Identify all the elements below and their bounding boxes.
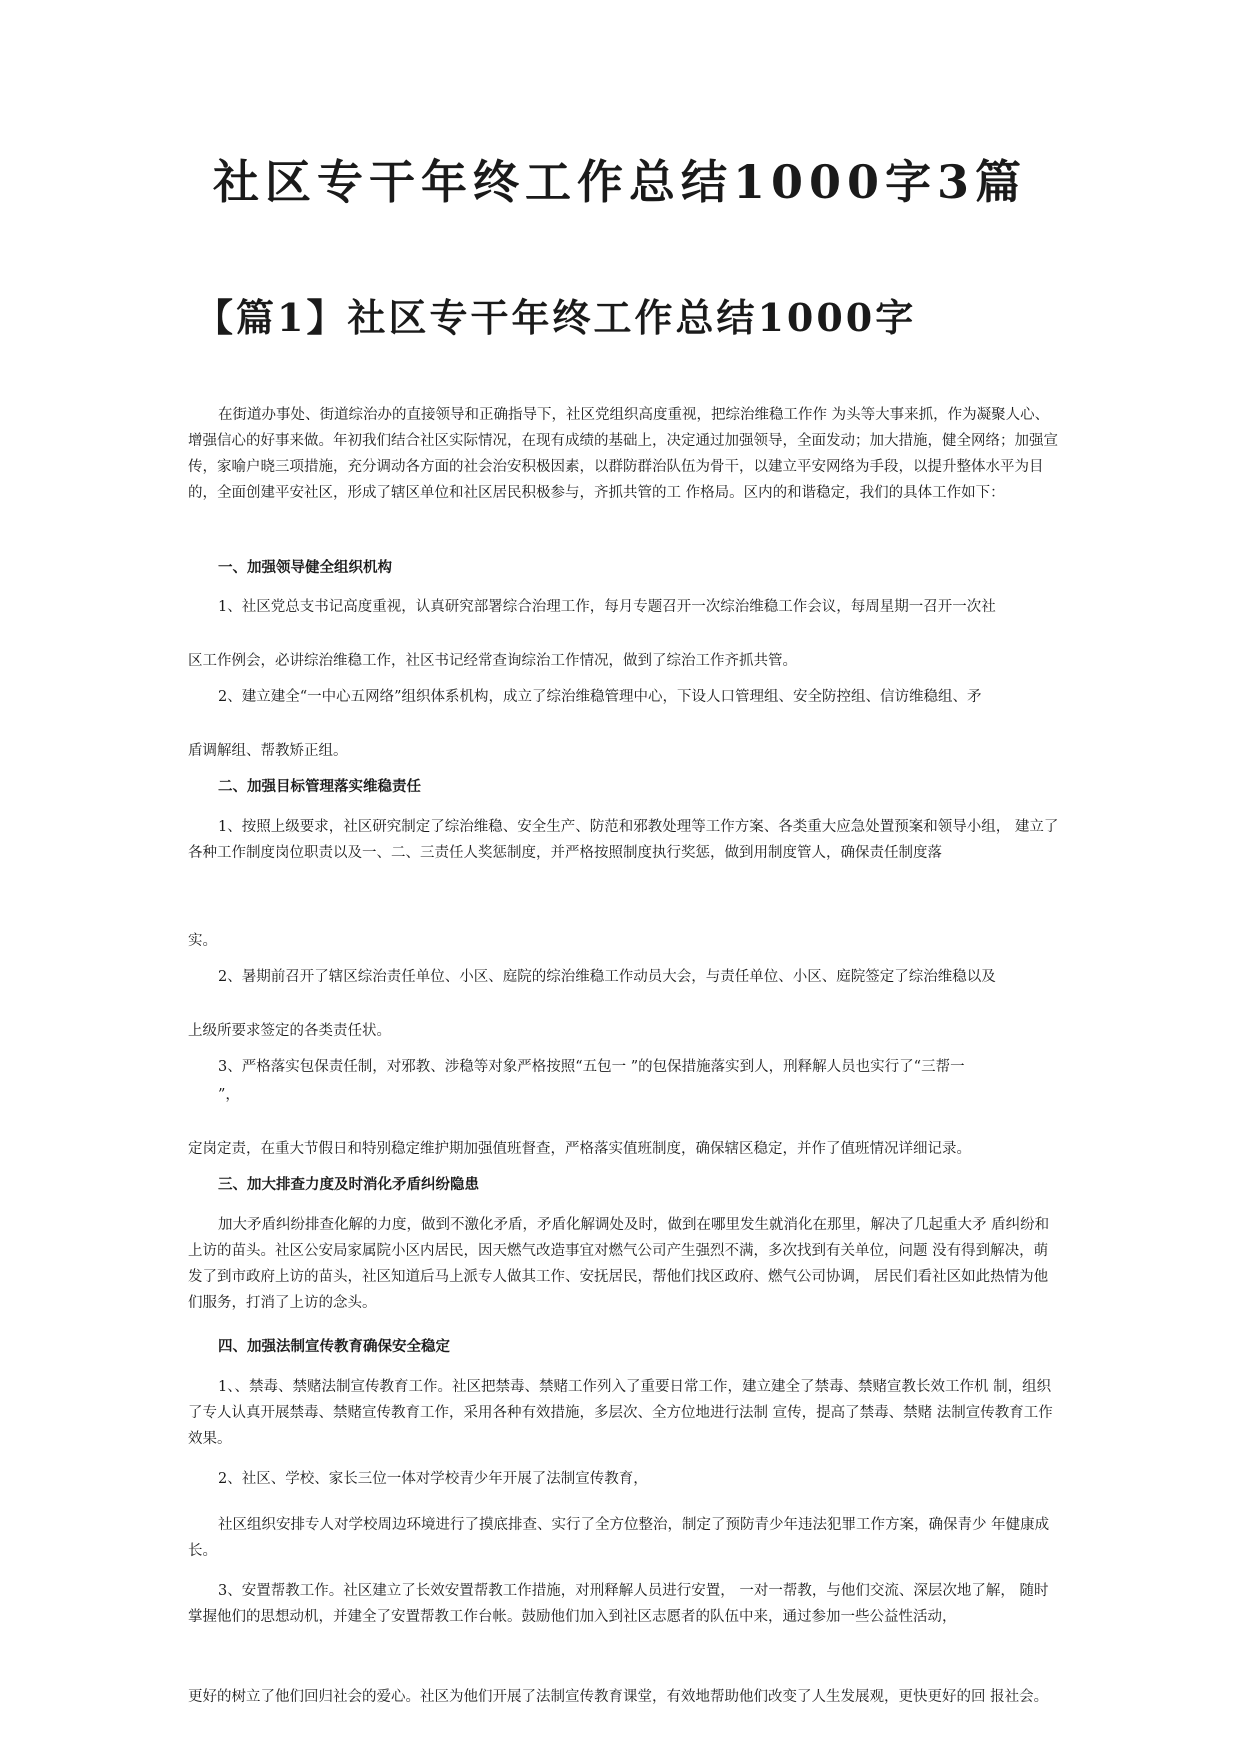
paragraph-5a: 3、严格落实包保责任制，对邪教、涉稳等对象严格按照“五包一 ”的包保措施落实到人，刑释解人员也实行了“三帮一 [218, 1059, 965, 1075]
intro-paragraph: 在街道办事处、街道综治办的直接领导和正确指导下，社区党组织高度重视，把综治维稳工作作 为头等大事来抓，作为凝聚人心、增强信心的好事来做。年初我们结合社区实际情况，在现有成绩的基础上，决定通过加强领导，全面发动；加大措施，健全网络；加强宣传，家喻户晓三项措施，充分调动各方面的社会治安积极因素，以群防群治队伍为骨干，以建立平安网络为手段，以提升整体水平为目的，全面创建平安社区，形成了辖区单位和社区居民积极参与，齐抓共管的工 作格局。区内的和谐稳定，我们的具体工作如下： [188, 407, 1058, 501]
paragraph-9: 社区组织安排专人对学校周边环境进行了摸底排查、实行了全方位整治，制定了预防青少年违法犯罪工作方案，确保青少 年健康成长。 [188, 1517, 1050, 1559]
paragraph-5a-tail: ”， [218, 1087, 240, 1103]
document-title: 社区专干年终工作总结1000字3篇 [212, 155, 1028, 209]
paragraph-8: 2、社区、学校、家长三位一体对学校青少年开展了法制宣传教育， [218, 1471, 648, 1487]
paragraph-10: 3、安置帮教工作。社区建立了长效安置帮教工作措施，对刑释解人员进行安置， 一对一帮教，与他们交流、深层次地了解， 随时掌握他们的思想动机，并建全了安置帮教工作台帐。鼓励他们加入到社区志愿者的队伍中来，通过参加一些公益性活动， [188, 1583, 1049, 1625]
paragraph-1b: 区工作例会，必讲综治维稳工作，社区书记经常查询综治工作情况，做到了综治工作齐抓共管。 [188, 653, 797, 669]
heading-1: 一、加强领导健全组织机构 [218, 559, 392, 576]
paragraph-11: 更好的树立了他们回归社会的爱心。社区为他们开展了法制宣传教育课堂，有效地帮助他们改变了人生发展观，更快更好的回 报社会。 [188, 1689, 1049, 1705]
paragraph-1a: 1、社区党总支书记高度重视，认真研究部署综合治理工作，每月专题召开一次综治维稳工作会议，每周星期一召开一次社 [218, 599, 996, 615]
section-title: 【篇1】社区专干年终工作总结1000字 [195, 295, 917, 340]
heading-3: 三、加大排查力度及时消化矛盾纠纷隐患 [218, 1176, 479, 1193]
paragraph-3b: 实。 [188, 933, 217, 949]
heading-2: 二、加强目标管理落实维稳责任 [218, 778, 421, 795]
paragraph-3a: 1、按照上级要求，社区研究制定了综治维稳、安全生产、防范和邪教处理等工作方案、各类重大应急处置预案和领导小组， 建立了各种工作制度岗位职责以及一、二、三责任人奖惩制度，并严格按照制度执行奖惩，做到用制度管人，确保责任制度落 [188, 819, 1059, 861]
heading-4: 四、加强法制宣传教育确保安全稳定 [218, 1338, 450, 1355]
paragraph-6: 加大矛盾纠纷排查化解的力度，做到不激化矛盾，矛盾化解调处及时，做到在哪里发生就消化在那里，解决了几起重大矛 盾纠纷和上访的苗头。社区公安局家属院小区内居民，因天燃气改造事宜对燃气公司产生强烈不满，多次找到有关单位，问题 没有得到解决，萌发了到市政府上访的苗头，社区知道后马上派专人做其工作、安抚居民，帮他们找区政府、燃气公司协调， 居民们看社区如此热情为他们服务，打消了上访的念头。 [188, 1217, 1050, 1311]
paragraph-2a: 2、建立建全“一中心五网络”组织体系机构，成立了综治维稳管理中心，下设人口管理组、安全防控组、信访维稳组、矛 [218, 689, 982, 705]
paragraph-2b: 盾调解组、帮教矫正组。 [188, 743, 348, 759]
paragraph-4b: 上级所要求签定的各类责任状。 [188, 1023, 391, 1039]
paragraph-5b: 定岗定责，在重大节假日和特别稳定维护期加强值班督查，严格落实值班制度，确保辖区稳定，并作了值班情况详细记录。 [188, 1141, 971, 1157]
paragraph-4a: 2、暑期前召开了辖区综治责任单位、小区、庭院的综治维稳工作动员大会，与责任单位、小区、庭院签定了综治维稳以及 [218, 969, 996, 985]
paragraph-7: 1、、禁毒、禁赌法制宣传教育工作。社区把禁毒、禁赌工作列入了重要日常工作，建立建全了禁毒、禁赌宣教长效工作机 制，组织了专人认真开展禁毒、禁赌宣传教育工作，采用各种有效措施，多层次、全方位地进行法制 宣传，提高了禁毒、禁赌 法制宣传教育工作效果。 [188, 1379, 1053, 1447]
